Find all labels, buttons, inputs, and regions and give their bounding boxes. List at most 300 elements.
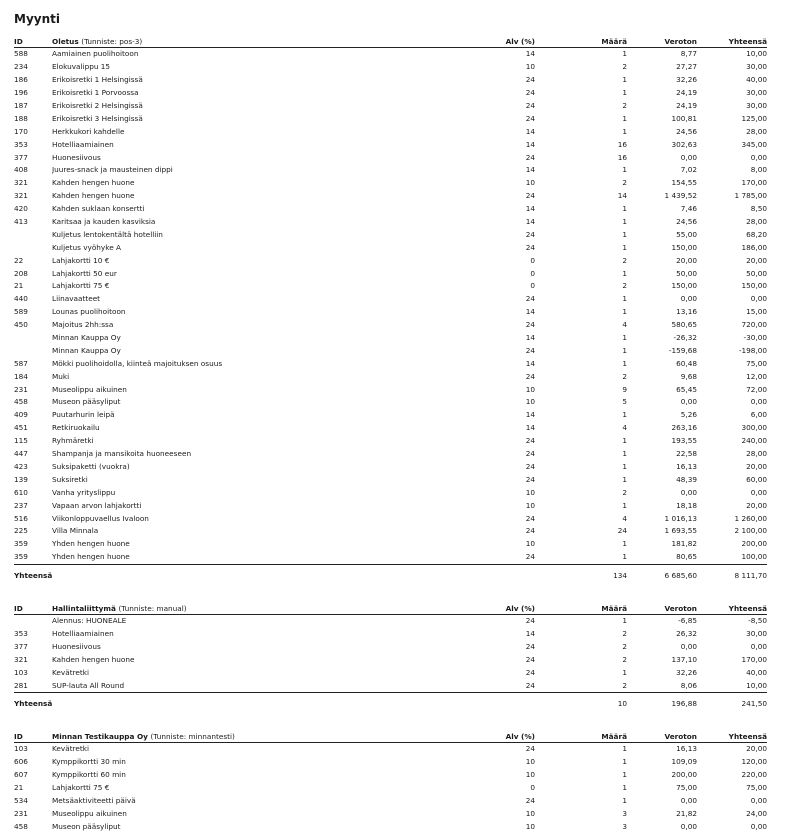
cell-yhteensa: 72,00	[746, 384, 767, 394]
cell-id: 516	[14, 513, 28, 523]
cell-yhteensa: 170,00	[741, 654, 767, 664]
cell-yhteensa: 100,00	[741, 552, 767, 562]
section-tag: (Tunniste: manual)	[118, 603, 187, 613]
cell-id: 208	[14, 268, 28, 278]
cell-alv: 24	[525, 345, 535, 355]
cell-alv: 24	[525, 654, 535, 664]
total-spacer	[52, 692, 432, 715]
cell-maara: 2	[622, 654, 627, 664]
cell-maara: 16	[617, 139, 627, 149]
cell-veroton: 109,09	[671, 757, 697, 767]
cell-alv: 14	[525, 410, 535, 420]
cell-alv: 10	[525, 808, 535, 818]
cell-product: Viikonloppuvaellus Ivaloon	[52, 513, 149, 523]
cell-id: 589	[14, 307, 28, 317]
cell-id: 607	[14, 770, 28, 780]
cell-product: Kuljetus lentokentältä hotelliin	[52, 229, 163, 239]
cell-veroton: 24,56	[676, 126, 697, 136]
table-row	[14, 228, 767, 241]
col-header-veroton: Veroton	[627, 36, 697, 48]
cell-product: Liinavaatteet	[52, 294, 101, 304]
cell-alv: 0	[530, 268, 535, 278]
table-row	[14, 499, 767, 512]
cell-veroton: 193,55	[671, 436, 697, 446]
total-maara: 10	[535, 692, 627, 715]
cell-veroton: 5,26	[680, 410, 697, 420]
cell-product: Puutarhurin leipä	[52, 410, 115, 420]
cell-id: 353	[14, 628, 28, 638]
cell-maara: 2	[622, 62, 627, 72]
cell-alv: 24	[525, 229, 535, 239]
cell-alv: 24	[525, 436, 535, 446]
total-row	[14, 692, 767, 715]
cell-yhteensa: 1 785,00	[734, 191, 767, 201]
sales-table	[14, 603, 767, 715]
cell-alv: 24	[525, 320, 535, 330]
cell-maara: 1	[622, 410, 627, 420]
total-spacer	[432, 564, 535, 587]
table-row	[14, 357, 767, 370]
total-spacer	[432, 692, 535, 715]
cell-veroton: 75,00	[676, 783, 697, 793]
cell-veroton: -26,32	[673, 333, 697, 343]
cell-id: 409	[14, 410, 28, 420]
total-veroton: 6 685,60	[627, 564, 697, 587]
cell-alv: 24	[525, 242, 535, 252]
cell-alv: 14	[525, 307, 535, 317]
cell-yhteensa: 1 260,00	[734, 513, 767, 523]
cell-yhteensa: 345,00	[741, 139, 767, 149]
cell-maara: 16	[617, 152, 627, 162]
cell-yhteensa: 28,00	[746, 217, 767, 227]
table-row	[14, 538, 767, 551]
cell-maara: 1	[622, 49, 627, 59]
cell-alv: 24	[525, 744, 535, 754]
cell-maara: 1	[622, 539, 627, 549]
col-header-id: ID	[14, 36, 52, 48]
cell-product: Kymppikortti 30 min	[52, 757, 126, 767]
cell-product: Lounas puolihoitoon	[52, 307, 126, 317]
cell-maara: 2	[622, 255, 627, 265]
col-header-maara: Määrä	[535, 36, 627, 48]
table-row	[14, 742, 767, 755]
cell-yhteensa: 28,00	[746, 126, 767, 136]
cell-maara: 1	[622, 204, 627, 214]
table-row	[14, 473, 767, 486]
cell-veroton: 1 439,52	[664, 191, 697, 201]
cell-alv: 24	[525, 641, 535, 651]
cell-id: 377	[14, 641, 28, 651]
cell-alv: 24	[525, 461, 535, 471]
cell-veroton: 22,58	[676, 449, 697, 459]
cell-alv: 0	[530, 255, 535, 265]
cell-veroton: 65,45	[676, 384, 697, 394]
col-header-maara: Määrä	[535, 731, 627, 743]
sales-table	[14, 731, 767, 833]
cell-veroton: 16,13	[676, 744, 697, 754]
cell-id: 423	[14, 461, 28, 471]
section-name: Minnan Testikauppa Oy	[52, 731, 148, 741]
cell-id: 225	[14, 526, 28, 536]
cell-alv: 14	[525, 628, 535, 638]
cell-veroton: 24,19	[676, 88, 697, 98]
cell-maara: 1	[622, 294, 627, 304]
cell-maara: 1	[622, 113, 627, 123]
cell-id: 103	[14, 667, 28, 677]
cell-maara: 1	[622, 461, 627, 471]
cell-veroton: 302,63	[671, 139, 697, 149]
cell-id: 321	[14, 191, 28, 201]
table-row	[14, 216, 767, 229]
cell-maara: 1	[622, 770, 627, 780]
cell-veroton: 0,00	[680, 821, 697, 831]
table-row	[14, 422, 767, 435]
cell-id: 281	[14, 680, 28, 690]
table-row	[14, 87, 767, 100]
cell-product: Kahden hengen huone	[52, 178, 135, 188]
total-yhteensa: 241,50	[697, 692, 767, 715]
table-row	[14, 112, 767, 125]
cell-alv: 24	[525, 513, 535, 523]
cell-id: 420	[14, 204, 28, 214]
table-row	[14, 640, 767, 653]
cell-veroton: 16,13	[676, 461, 697, 471]
cell-yhteensa: 28,00	[746, 449, 767, 459]
total-label: Yhteensä	[14, 692, 52, 715]
cell-product: Metsäaktiviteetti päivä	[52, 795, 136, 805]
cell-yhteensa: 20,00	[746, 500, 767, 510]
cell-yhteensa: 220,00	[741, 770, 767, 780]
section-name: Oletus	[52, 37, 79, 46]
cell-id: 321	[14, 178, 28, 188]
cell-id: 534	[14, 795, 28, 805]
cell-maara: 1	[622, 436, 627, 446]
cell-maara: 2	[622, 680, 627, 690]
cell-veroton: 32,26	[676, 667, 697, 677]
cell-yhteensa: 60,00	[746, 474, 767, 484]
cell-veroton: 150,00	[671, 281, 697, 291]
cell-yhteensa: 8,50	[750, 204, 767, 214]
col-header-yhteensa: Yhteensä	[697, 731, 767, 743]
cell-maara: 4	[622, 320, 627, 330]
cell-maara: 1	[622, 667, 627, 677]
cell-alv: 24	[525, 88, 535, 98]
cell-veroton: 0,00	[680, 795, 697, 805]
table-header-row	[14, 36, 767, 48]
table-row	[14, 100, 767, 113]
cell-yhteensa: 200,00	[741, 539, 767, 549]
table-row	[14, 280, 767, 293]
cell-product: Kahden suklaan konsertti	[52, 204, 145, 214]
cell-maara: 1	[622, 358, 627, 368]
cell-veroton: 7,02	[680, 165, 697, 175]
cell-yhteensa: 120,00	[741, 757, 767, 767]
col-header-id: ID	[14, 731, 52, 743]
cell-product: Erikoisretki 3 Helsingissä	[52, 113, 143, 123]
section-tag: (Tunniste: pos-3)	[81, 37, 143, 46]
cell-veroton: 24,56	[676, 217, 697, 227]
cell-id: 196	[14, 88, 28, 98]
table-row	[14, 164, 767, 177]
section-name: Hallintaliittymä	[52, 603, 116, 613]
cell-veroton: -6,85	[678, 616, 697, 626]
table-row	[14, 293, 767, 306]
cell-yhteensa: 0,00	[750, 397, 767, 407]
cell-yhteensa: 20,00	[746, 461, 767, 471]
cell-id: 139	[14, 474, 28, 484]
cell-maara: 1	[622, 333, 627, 343]
col-header-alv: Alv (%)	[432, 36, 535, 48]
total-row	[14, 564, 767, 587]
cell-alv: 24	[525, 152, 535, 162]
cell-maara: 1	[622, 757, 627, 767]
cell-veroton: -159,68	[668, 345, 697, 355]
cell-id: 21	[14, 783, 24, 793]
cell-yhteensa: 125,00	[741, 113, 767, 123]
table-row	[14, 177, 767, 190]
report-page	[14, 0, 767, 833]
table-row	[14, 254, 767, 267]
cell-alv: 24	[525, 680, 535, 690]
cell-yhteensa: -30,00	[743, 333, 767, 343]
cell-veroton: 60,48	[676, 358, 697, 368]
cell-veroton: 32,26	[676, 75, 697, 85]
cell-maara: 1	[622, 268, 627, 278]
cell-id	[14, 344, 52, 357]
cell-alv: 24	[525, 101, 535, 110]
col-header-yhteensa: Yhteensä	[697, 603, 767, 615]
cell-yhteensa: 0,00	[750, 795, 767, 805]
cell-maara: 3	[622, 821, 627, 831]
cell-id: 451	[14, 423, 28, 433]
cell-maara: 1	[622, 126, 627, 136]
table-row	[14, 756, 767, 769]
cell-alv: 24	[525, 75, 535, 85]
cell-alv: 14	[525, 333, 535, 343]
table-row	[14, 332, 767, 345]
cell-veroton: 7,46	[680, 204, 697, 214]
cell-veroton: 100,81	[671, 113, 697, 123]
cell-alv: 24	[525, 526, 535, 536]
cell-product: Museolippu aikuinen	[52, 808, 127, 818]
table-row	[14, 628, 767, 641]
cell-yhteensa: 0,00	[750, 641, 767, 651]
cell-id: 231	[14, 384, 28, 394]
cell-alv: 24	[525, 371, 535, 381]
cell-yhteensa: 30,00	[746, 628, 767, 638]
cell-id: 237	[14, 500, 28, 510]
cell-yhteensa: 8,00	[750, 165, 767, 175]
cell-id: 359	[14, 539, 28, 549]
cell-alv: 14	[525, 204, 535, 214]
table-row	[14, 435, 767, 448]
cell-id	[14, 241, 52, 254]
cell-maara: 2	[622, 101, 627, 110]
table-row	[14, 795, 767, 808]
cell-yhteensa: 300,00	[741, 423, 767, 433]
cell-alv: 14	[525, 217, 535, 227]
cell-maara: 1	[622, 474, 627, 484]
cell-yhteensa: 10,00	[746, 49, 767, 59]
table-row	[14, 666, 767, 679]
cell-maara: 24	[617, 526, 627, 536]
cell-maara: 2	[622, 371, 627, 381]
cell-id: 440	[14, 294, 28, 304]
cell-product: Erikoisretki 1 Helsingissä	[52, 75, 143, 85]
cell-alv: 14	[525, 126, 535, 136]
cell-yhteensa: 40,00	[746, 75, 767, 85]
cell-alv: 10	[525, 397, 535, 407]
cell-veroton: 8,77	[680, 49, 697, 59]
cell-product: Huonesiivous	[52, 641, 101, 651]
cell-product: Museon pääsyliput	[52, 397, 121, 407]
cell-id: 321	[14, 654, 28, 664]
cell-alv: 10	[525, 539, 535, 549]
cell-veroton: 55,00	[676, 229, 697, 239]
cell-product: Juures-snack ja mausteinen dippi	[52, 165, 173, 175]
cell-product: Kymppikortti 60 min	[52, 770, 126, 780]
cell-yhteensa: 75,00	[746, 358, 767, 368]
cell-alv: 10	[525, 384, 535, 394]
cell-product: Lahjakortti 10 €	[52, 255, 110, 265]
cell-alv: 24	[525, 113, 535, 123]
cell-yhteensa: -8,50	[748, 616, 767, 626]
cell-veroton: 24,19	[676, 101, 697, 110]
cell-veroton: 9,68	[680, 371, 697, 381]
cell-product: Aamiainen puolihoitoon	[52, 49, 139, 59]
cell-product: Elokuvalippu 15	[52, 62, 111, 72]
cell-maara: 1	[622, 552, 627, 562]
cell-veroton: 1 016,13	[664, 513, 697, 523]
cell-alv: 10	[525, 821, 535, 831]
section-name-header	[52, 36, 432, 48]
cell-alv: 10	[525, 487, 535, 497]
cell-product: SUP-lauta All Round	[52, 680, 125, 690]
cell-maara: 2	[622, 487, 627, 497]
cell-veroton: 18,18	[676, 500, 697, 510]
cell-product: Kuljetus vyöhyke A	[52, 242, 122, 252]
cell-id: 588	[14, 49, 28, 59]
cell-id: 231	[14, 808, 28, 818]
col-header-alv: Alv (%)	[432, 603, 535, 615]
cell-product: Kevätretki	[52, 667, 90, 677]
cell-veroton: 0,00	[680, 487, 697, 497]
cell-maara: 1	[622, 449, 627, 459]
cell-maara: 1	[622, 229, 627, 239]
cell-yhteensa: 68,20	[746, 229, 767, 239]
cell-alv: 14	[525, 358, 535, 368]
cell-id: 450	[14, 320, 28, 330]
cell-maara: 4	[622, 423, 627, 433]
table-row	[14, 486, 767, 499]
cell-veroton: 200,00	[671, 770, 697, 780]
cell-veroton: 80,65	[676, 552, 697, 562]
cell-maara: 1	[622, 75, 627, 85]
col-header-id: ID	[14, 603, 52, 615]
cell-veroton: 50,00	[676, 268, 697, 278]
cell-yhteensa: 0,00	[750, 152, 767, 162]
table-row	[14, 653, 767, 666]
col-header-maara: Määrä	[535, 603, 627, 615]
cell-veroton: 27,27	[676, 62, 697, 72]
cell-veroton: 0,00	[680, 397, 697, 407]
cell-alv: 24	[525, 616, 535, 626]
cell-yhteensa: 2 100,00	[734, 526, 767, 536]
cell-veroton: 0,00	[680, 294, 697, 304]
cell-alv: 14	[525, 423, 535, 433]
table-row	[14, 679, 767, 692]
section-gap	[14, 715, 767, 731]
cell-product: Hotelliaamiainen	[52, 139, 114, 149]
cell-yhteensa: 0,00	[750, 821, 767, 831]
cell-product: Minnan Kauppa Oy	[52, 345, 121, 355]
cell-veroton: 0,00	[680, 641, 697, 651]
cell-id: 115	[14, 436, 28, 446]
cell-product: Erikoisretki 2 Helsingissä	[52, 101, 143, 110]
cell-product: Kahden hengen huone	[52, 654, 135, 664]
cell-yhteensa: 6,00	[750, 410, 767, 420]
cell-id: 610	[14, 487, 28, 497]
cell-id: 184	[14, 371, 28, 381]
cell-veroton: 181,82	[671, 539, 697, 549]
cell-product: Museon pääsyliput	[52, 821, 121, 831]
cell-maara: 9	[622, 384, 627, 394]
sales-table	[14, 36, 767, 587]
cell-id: 353	[14, 139, 28, 149]
table-row	[14, 512, 767, 525]
cell-alv: 0	[530, 783, 535, 793]
cell-product: Retkiruokailu	[52, 423, 100, 433]
cell-product: Muki	[52, 371, 70, 381]
cell-id: 170	[14, 126, 28, 136]
cell-alv: 10	[525, 62, 535, 72]
cell-yhteensa: 15,00	[746, 307, 767, 317]
cell-id: 186	[14, 75, 28, 85]
cell-product: Lahjakortti 75 €	[52, 783, 110, 793]
total-yhteensa: 8 111,70	[697, 564, 767, 587]
cell-maara: 4	[622, 513, 627, 523]
cell-product: Hotelliaamiainen	[52, 628, 114, 638]
cell-veroton: 580,65	[671, 320, 697, 330]
cell-veroton: 154,55	[671, 178, 697, 188]
section-name-header	[52, 731, 432, 743]
table-row	[14, 820, 767, 833]
cell-id: 447	[14, 449, 28, 459]
col-header-veroton: Veroton	[627, 603, 697, 615]
cell-yhteensa: 150,00	[741, 281, 767, 291]
cell-alv: 10	[525, 770, 535, 780]
cell-maara: 1	[622, 88, 627, 98]
table-row	[14, 125, 767, 138]
cell-veroton: 0,00	[680, 152, 697, 162]
cell-id: 458	[14, 397, 28, 407]
table-row	[14, 448, 767, 461]
cell-veroton: 48,39	[676, 474, 697, 484]
cell-id: 234	[14, 62, 28, 72]
cell-yhteensa: 75,00	[746, 783, 767, 793]
cell-veroton: 1 693,55	[664, 526, 697, 536]
cell-product: Ryhmäretki	[52, 436, 94, 446]
cell-product: Majoitus 2hh:ssa	[52, 320, 114, 330]
cell-id: 103	[14, 744, 28, 754]
total-label: Yhteensä	[14, 564, 52, 587]
cell-id	[14, 332, 52, 345]
section-tag: (Tunniste: minnantesti)	[150, 731, 235, 741]
cell-yhteensa: 0,00	[750, 487, 767, 497]
table-row	[14, 138, 767, 151]
cell-yhteensa: 50,00	[746, 268, 767, 278]
cell-maara: 1	[622, 345, 627, 355]
